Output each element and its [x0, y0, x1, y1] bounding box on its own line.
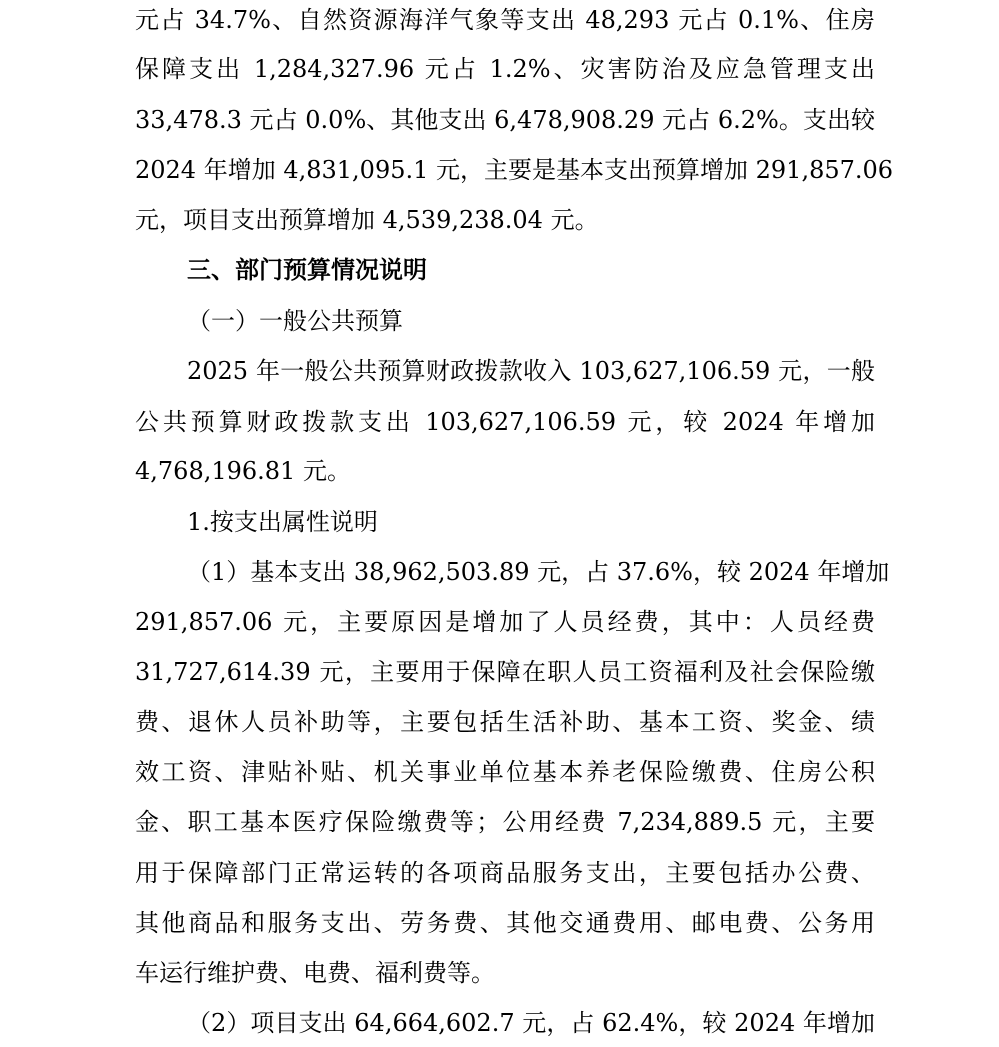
paragraph-line: 31,727,614.39 元，主要用于保障在职人员工资福利及社会保险缴 [135, 658, 875, 686]
paragraph-line: 4,768,196.81 元。 [135, 457, 351, 485]
paragraph-line: 公共预算财政拨款支出 103,627,106.59 元，较 2024 年增加 [135, 408, 875, 436]
subsection-heading: 1.按支出属性说明 [187, 508, 378, 536]
paragraph-line: 元，项目支出预算增加 4,539,238.04 元。 [135, 206, 599, 234]
paragraph-line: （2）项目支出 64,664,602.7 元，占 62.4%，较 2024 年增加 [187, 1009, 875, 1037]
paragraph-line: 车运行维护费、电费、福利费等。 [135, 959, 495, 987]
paragraph-line: 33,478.3 元占 0.0%、其他支出 6,478,908.29 元占 6.2%。支出较 [135, 106, 875, 134]
paragraph-line: 保障支出 1,284,327.96 元占 1.2%、灾害防治及应急管理支出 [135, 55, 875, 83]
paragraph-line: 效工资、津贴补贴、机关事业单位基本养老保险缴费、住房公积 [135, 758, 875, 786]
paragraph-line: 291,857.06 元，主要原因是增加了人员经费，其中：人员经费 [135, 608, 875, 636]
paragraph-line: 2024 年增加 4,831,095.1 元，主要是基本支出预算增加 291,857.06 [135, 156, 894, 184]
subsection-heading: （一）一般公共预算 [187, 307, 403, 335]
paragraph-line: 费、退休人员补助等，主要包括生活补助、基本工资、奖金、绩 [135, 708, 875, 736]
paragraph-line: （1）基本支出 38,962,503.89 元，占 37.6%，较 2024 年增加 [187, 558, 890, 586]
paragraph-line: 其他商品和服务支出、劳务费、其他交通费用、邮电费、公务用 [135, 909, 875, 937]
paragraph-line: 元占 34.7%、自然资源海洋气象等支出 48,293 元占 0.1%、住房 [135, 6, 875, 34]
paragraph-line: 金、职工基本医疗保险缴费等；公用经费 7,234,889.5 元，主要 [135, 808, 875, 836]
section-heading: 三、部门预算情况说明 [187, 256, 427, 284]
paragraph-line: 用于保障部门正常运转的各项商品服务支出，主要包括办公费、 [135, 859, 875, 887]
paragraph-line: 2025 年一般公共预算财政拨款收入 103,627,106.59 元，一般 [187, 357, 875, 385]
